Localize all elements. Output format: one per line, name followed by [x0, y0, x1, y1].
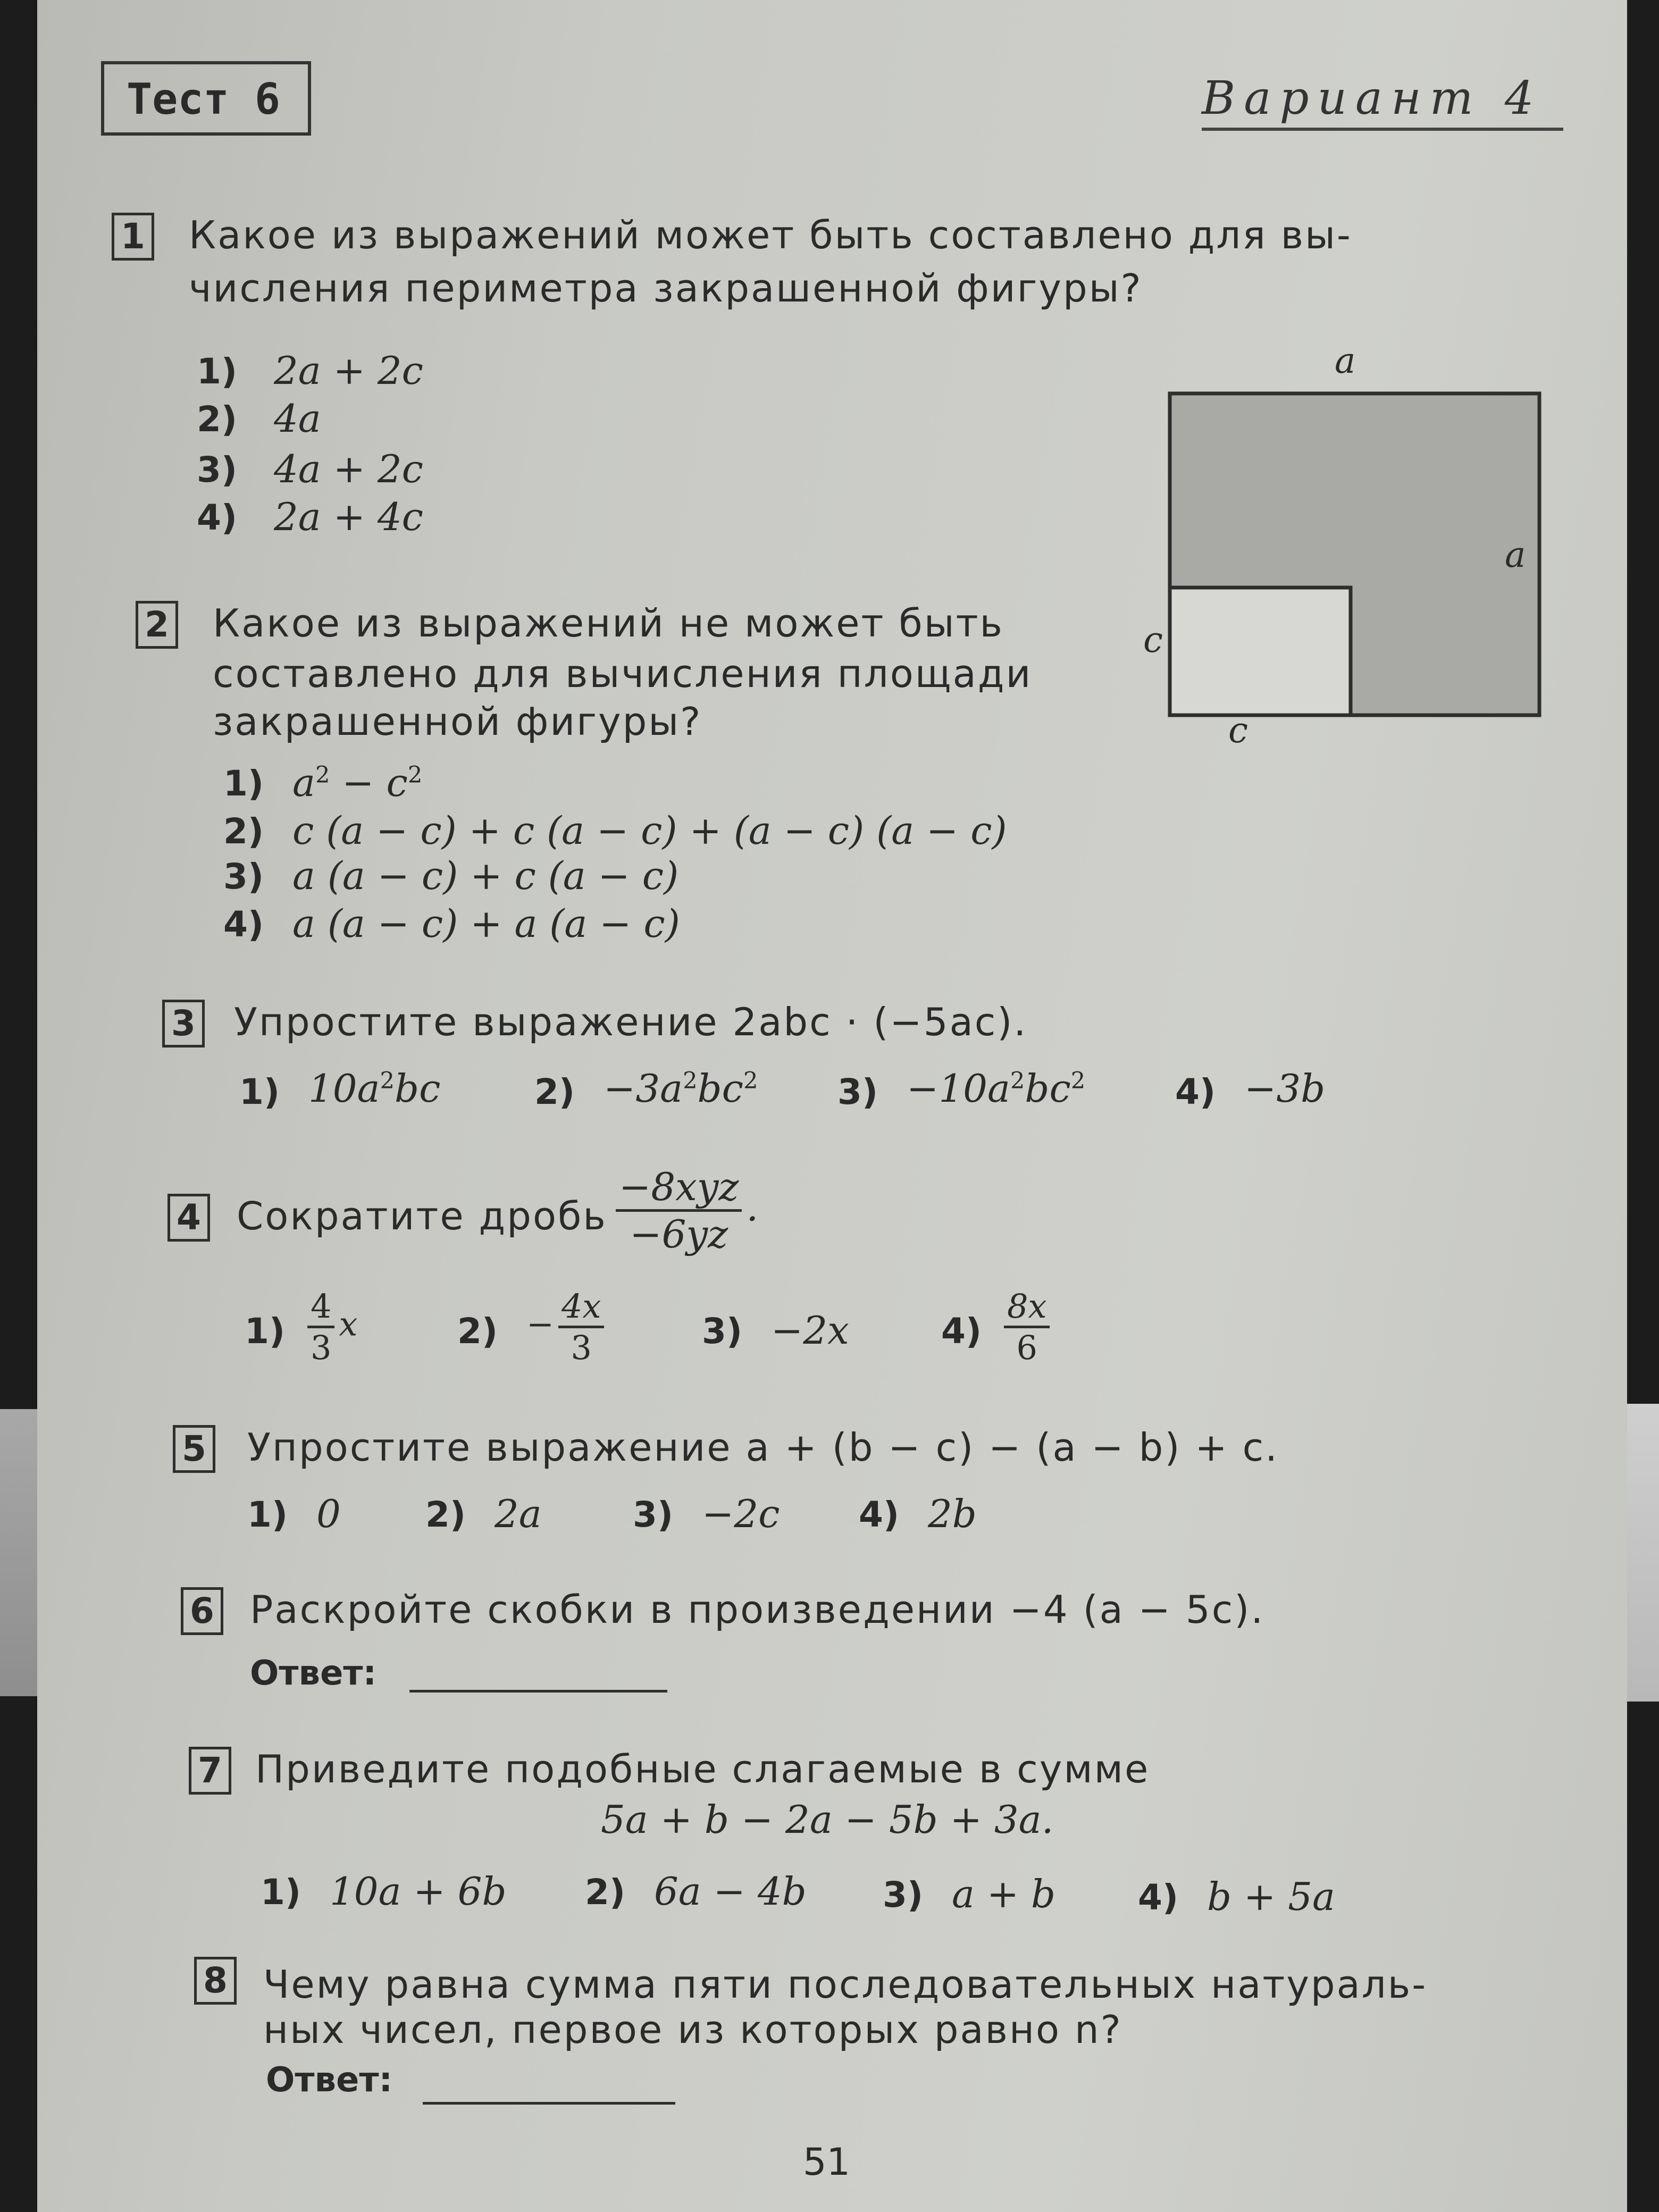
fraction: $\frac{\text{−8xyz}}{-6yz}$ [616, 1164, 742, 1256]
q7-option-number: 3) [883, 1874, 924, 1915]
q7-option-number: 1) [261, 1872, 301, 1913]
question-number-6: 6 [181, 1587, 223, 1635]
question-8-text-line1: Чему равна сумма пяти последовательных натураль- [263, 1962, 1428, 2007]
q1-option-expr: 4a [274, 396, 321, 441]
q2-option-number: 1) [223, 763, 264, 804]
question-2-text-line1: Какое из выражений не может быть [213, 601, 1004, 646]
question-number-1: 1 [112, 213, 154, 261]
question-6-text: Раскройте скобки в произведении −4 (a − 5c). [250, 1587, 1265, 1632]
question-number-8: 8 [194, 1957, 237, 2005]
q5-option-number: 1) [247, 1494, 288, 1535]
question-7-text: Приведите подобные слагаемые в сумме [255, 1747, 1150, 1791]
q2-option-1-expr: $a^2 - c^2$ [292, 760, 423, 805]
q2-option-expr: a (a − c) + a (a − c) [292, 901, 680, 946]
q4-option-number: 2) [457, 1311, 498, 1352]
question-number-2: 2 [136, 601, 178, 649]
q3-option-4-expr: −3b [1244, 1066, 1326, 1111]
q4-option-3-expr: −2x [771, 1308, 849, 1353]
q3-option-1-expr: $10a^2bc$ [308, 1066, 441, 1111]
q7-option-expr: 6a − 4b [654, 1869, 807, 1914]
q5-option-number: 4) [859, 1494, 900, 1535]
question-3-text: Упростите выражение 2abc · (−5ac). [234, 1000, 1028, 1044]
question-2-text-line3: закрашенной фигуры? [213, 699, 702, 744]
question-number-4: 4 [167, 1194, 210, 1242]
q3-option-2-expr: $-3a^2bc^2$ [604, 1066, 758, 1111]
figure-label-left: c [1143, 619, 1163, 660]
q1-option-number: 1) [197, 351, 238, 392]
q2-option-expr: c (a − c) + c (a − c) + (a − c) (a − c) [292, 808, 1007, 853]
q7-option-expr: 10a + 6b [330, 1869, 507, 1914]
q8-answer-label: Ответ: [266, 2060, 393, 2100]
variant-label: Вариант 4 [1202, 72, 1543, 125]
q4-option-4-expr: $\frac{8x}{6}$ [1000, 1287, 1054, 1367]
question-5-text: Упростите выражение a + (b − c) − (a − b) + c. [247, 1425, 1279, 1470]
q5-option-number: 2) [425, 1494, 466, 1535]
small-square [1170, 588, 1351, 715]
q4-option-number: 4) [941, 1311, 982, 1352]
question-number-5: 5 [173, 1425, 215, 1473]
q3-option-number: 4) [1175, 1071, 1216, 1112]
q2-option-number: 3) [223, 856, 264, 897]
q3-option-number: 1) [239, 1071, 280, 1112]
question-1-text-line2: числения периметра закрашенной фигуры? [189, 266, 1143, 311]
q3-option-number: 2) [534, 1071, 575, 1112]
q3-option-number: 3) [837, 1071, 878, 1112]
figure-label-bottom: c [1228, 710, 1248, 751]
variant-underline [1202, 128, 1563, 131]
q4-option-number: 1) [245, 1311, 286, 1352]
q2-option-expr: a (a − c) + c (a − c) [292, 853, 679, 898]
q1-option-expr: 4a + 2c [274, 447, 423, 491]
q1-option-number: 2) [197, 399, 238, 440]
question-number-7: 7 [189, 1747, 231, 1795]
q5-option-expr: 0 [316, 1492, 341, 1536]
q1-option-expr: 2a + 4c [274, 495, 423, 539]
q4-option-number: 3) [702, 1311, 743, 1352]
q7-option-expr: b + 5a [1207, 1874, 1335, 1919]
worksheet-page [37, 0, 1627, 2212]
q7-option-expr: a + b [952, 1872, 1056, 1916]
q7-option-number: 2) [585, 1872, 626, 1913]
figure-label-right: a [1505, 534, 1526, 575]
question-4-fraction: $\frac{\text{−8xyz}}{-6yz}$ . [611, 1164, 758, 1256]
q5-option-expr: 2b [928, 1492, 977, 1536]
q4-option-1-expr: $\frac{4}{3}$ x [303, 1287, 357, 1367]
q6-answer-label: Ответ: [250, 1654, 377, 1693]
q3-option-3-expr: $-10a^2bc^2$ [907, 1066, 1086, 1111]
q1-option-number: 4) [197, 497, 238, 538]
q1-option-number: 3) [197, 449, 238, 490]
q2-option-number: 2) [223, 811, 264, 852]
question-number-3: 3 [162, 1000, 205, 1048]
q2-option-number: 4) [223, 904, 264, 945]
figure-label-top: a [1335, 340, 1356, 381]
q1-option-expr: 2a + 2c [274, 348, 423, 393]
q8-answer-field[interactable] [423, 2098, 675, 2105]
q4-option-2-expr: − $\frac{4x}{3}$ [526, 1287, 608, 1367]
q5-option-number: 3) [633, 1494, 674, 1535]
question-4-text: Сократите дробь [237, 1194, 607, 1238]
test-label: Тест 6 [127, 74, 280, 124]
q5-option-expr: 2a [495, 1492, 542, 1536]
q6-answer-field[interactable] [409, 1686, 667, 1692]
question-1-text-line1: Какое из выражений может быть составлено для вы- [189, 213, 1352, 257]
question-8-text-line2: ных чисел, первое из которых равно n? [263, 2007, 1122, 2052]
q7-option-number: 4) [1138, 1877, 1179, 1918]
page-number: 51 [803, 2140, 851, 2184]
question-2-text-line2: составлено для вычисления площади [213, 651, 1033, 696]
question-7-expression: 5a + b − 2a − 5b + 3a. [601, 1797, 1054, 1842]
q5-option-expr: −2c [702, 1492, 780, 1536]
